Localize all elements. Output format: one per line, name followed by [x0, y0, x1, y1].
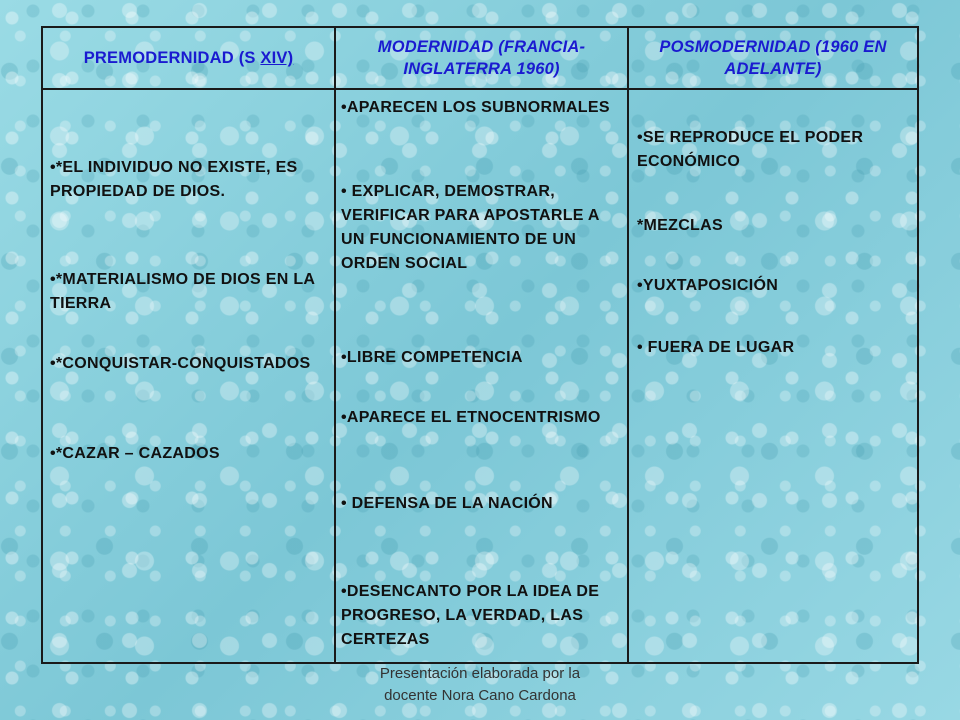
premodernidad-column [50, 90, 330, 662]
modernidad-item: •LIBRE COMPETENCIA [341, 349, 523, 366]
comparison-table [41, 26, 919, 664]
header-premodernidad-century: XIV) [260, 49, 294, 67]
posmodernidad-item: •SE REPRODUCE EL PODER ECONÓMICO [637, 129, 864, 170]
premodernidad-item: •*CAZAR – CAZADOS [50, 445, 220, 462]
modernidad-column [341, 90, 623, 662]
modernidad-item: •APARECE EL ETNOCENTRISMO [341, 409, 601, 426]
header-modernidad: MODERNIDAD (FRANCIA-INGLATERRA 1960) [377, 38, 586, 78]
header-posmodernidad: POSMODERNIDAD (1960 EN ADELANTE) [659, 38, 887, 78]
modernidad-item: • DEFENSA DE LA NACIÓN [341, 495, 553, 512]
header-premodernidad [43, 28, 334, 88]
column-divider [627, 28, 629, 662]
posmodernidad-item: *MEZCLAS [637, 217, 723, 234]
modernidad-item: •DESENCANTO POR LA IDEA DE PROGRESO, LA VERDAD, LAS CERTEZAS [341, 583, 600, 648]
modernidad-item: • EXPLICAR, DEMOSTRAR, VERIFICAR PARA APOSTARLE A UN FUNCIONAMIENTO DE UN ORDEN SOCIAL [341, 183, 600, 272]
posmodernidad-item: •YUXTAPOSICIÓN [637, 277, 779, 294]
footer-line: Presentación elaborada por la [379, 665, 581, 682]
premodernidad-item: •*MATERIALISMO DE DIOS EN LA TIERRA [50, 271, 315, 312]
modernidad-item: •APARECEN LOS SUBNORMALES [341, 99, 610, 116]
premodernidad-item: •*EL INDIVIDUO NO EXISTE, ES PROPIEDAD DE DIOS. [50, 159, 298, 200]
header-premodernidad-text: PREMODERNIDAD (S [83, 49, 261, 67]
column-divider [334, 28, 336, 662]
posmodernidad-column [637, 90, 909, 662]
footer-credit [340, 663, 620, 707]
premodernidad-item: •*CONQUISTAR-CONQUISTADOS [50, 355, 311, 372]
footer-line: docente Nora Cano Cardona [384, 687, 576, 704]
posmodernidad-item: • FUERA DE LUGAR [637, 339, 795, 356]
